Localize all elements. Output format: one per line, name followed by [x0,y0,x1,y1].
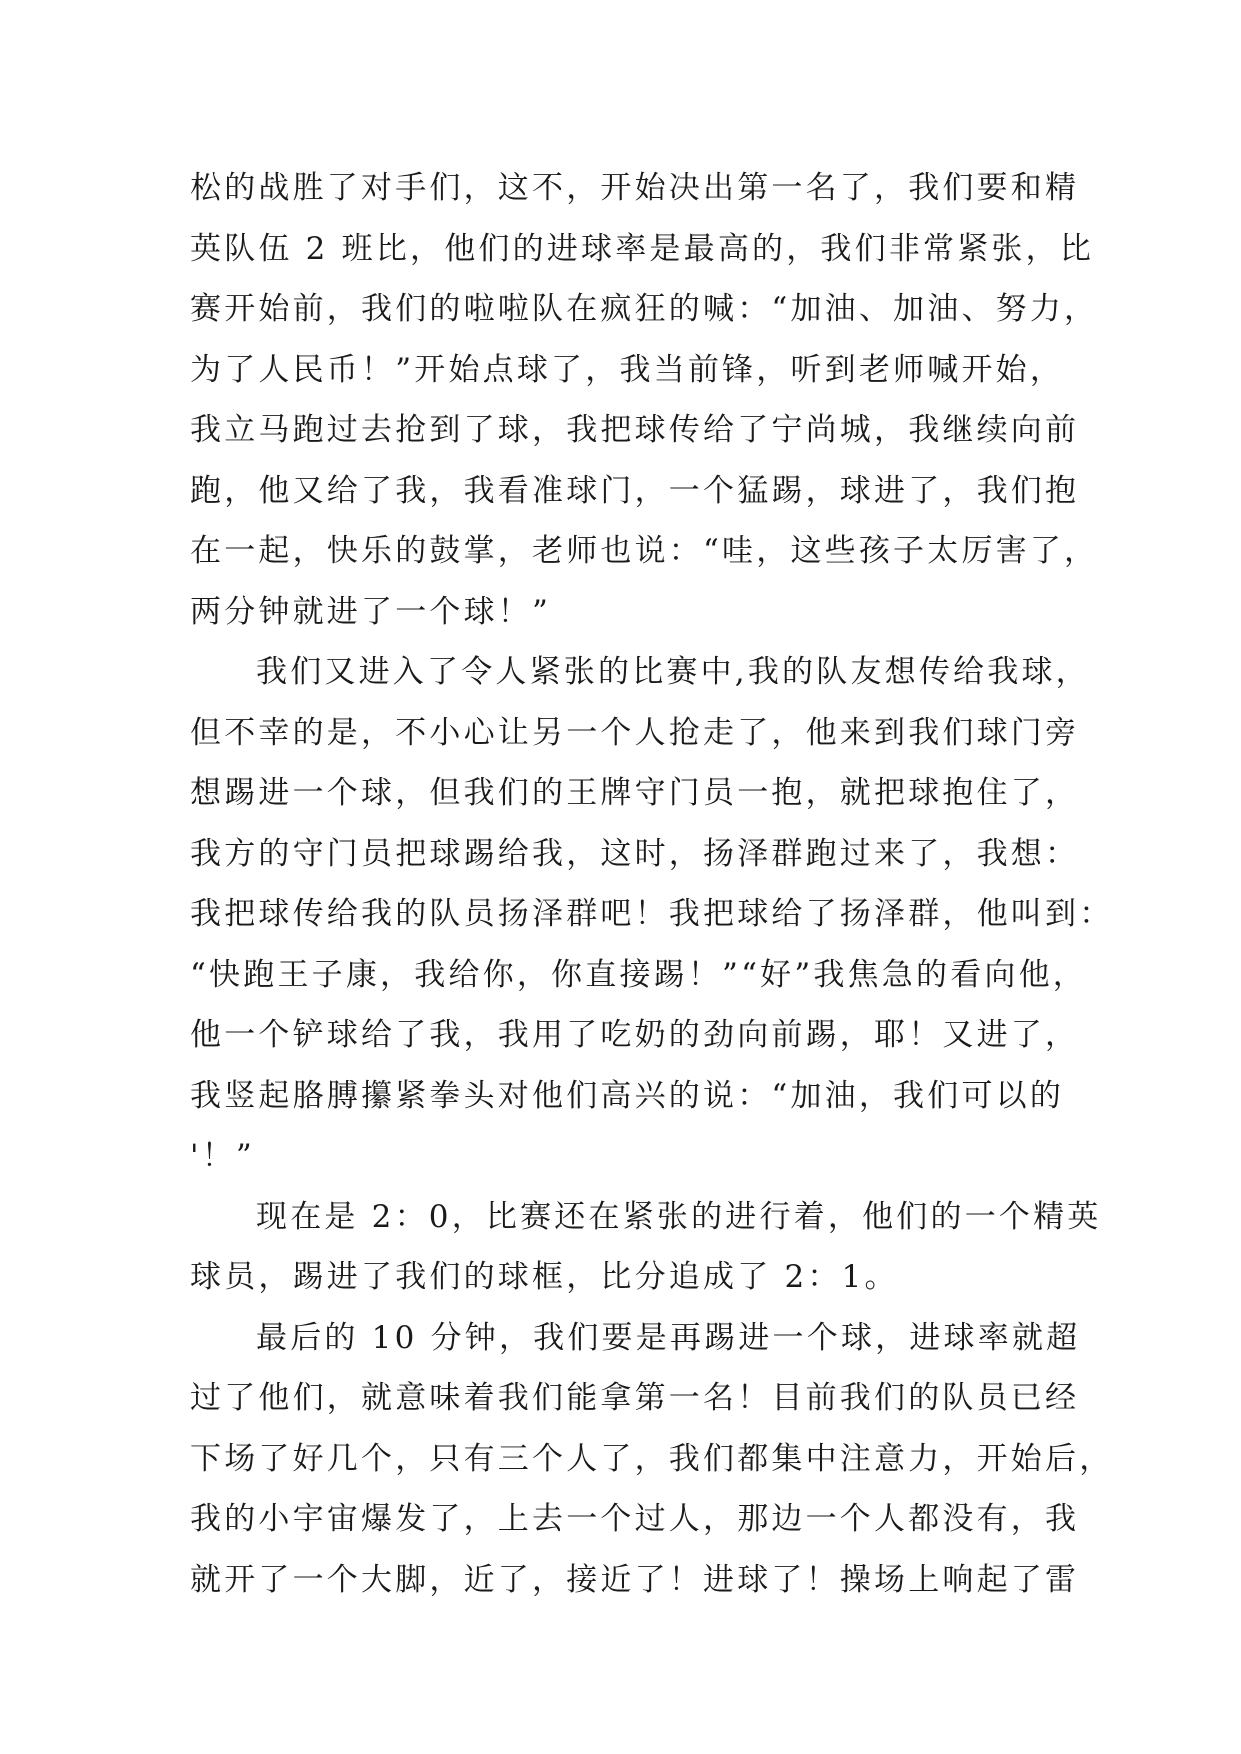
text-line: 但不幸的是，不小心让另一个人抢走了，他来到我们球门旁 [190,714,1080,751]
text-line: 下场了好几个，只有三个人了，我们都集中注意力，开始后， [190,1440,1114,1477]
text-line: 我方的守门员把球踢给我，这时，扬泽群跑过来了，我想： [190,835,1080,872]
paragraph-start-line: 现在是 2：0，比赛还在紧张的进行着，他们的一个精英 [256,1198,1102,1235]
text-line: “快跑王子康，我给你，你直接踢！”“好”我焦急的看向他， [190,956,1087,993]
paragraph-start-line: 我们又进入了令人紧张的比赛中,我的队友想传给我球， [256,654,1090,690]
text-line: 我把球传给我的队员扬泽群吧！我把球给了扬泽群，他叫到： [190,896,1114,932]
text-line: 两分钟就进了一个球！” [190,593,552,630]
text-line: 想踢进一个球，但我们的王牌守门员一抱，就把球抱住了， [190,775,1080,811]
text-line: 我竖起胳膊攥紧拳头对他们高兴的说：“加油，我们可以的 [190,1077,1065,1114]
text-line: 松的战胜了对手们，这不，开始决出第一名了，我们要和精 [190,170,1080,206]
text-line: '！” [190,1138,255,1174]
text-line: 就开了一个大脚，近了，接近了！进球了！操场上响起了雷 [190,1561,1080,1598]
text-line: 我的小宇宙爆发了，上去一个过人，那边一个人都没有，我 [190,1501,1080,1537]
text-line: 英队伍 2 班比，他们的进球率是最高的，我们非常紧张，比 [190,230,1095,267]
text-line: 赛开始前，我们的啦啦队在疯狂的喊：“加油、加油、努力， [190,291,1099,327]
text-line: 我立马跑过去抢到了球，我把球传给了宁尚城，我继续向前 [190,412,1080,448]
text-line: 过了他们，就意味着我们能拿第一名！目前我们的队员已经 [190,1380,1080,1416]
text-line: 为了人民币！”开始点球了，我当前锋，听到老师喊开始， [190,351,1065,388]
text-line: 在一起，快乐的鼓掌，老师也说：“哇，这些孩子太厉害了， [190,533,1099,569]
body-text [190,158,1114,1610]
text-line: 他一个铲球给了我，我用了吃奶的劲向前踢，耶！又进了， [190,1017,1080,1053]
text-line: 跑，他又给了我，我看准球门，一个猛踢，球进了，我们抱 [190,472,1080,509]
paragraph-start-line: 最后的 10 分钟，我们要是再踢进一个球，进球率就超 [256,1319,1081,1356]
text-line: 球员，踢进了我们的球框，比分追成了 2：1。 [190,1259,899,1295]
